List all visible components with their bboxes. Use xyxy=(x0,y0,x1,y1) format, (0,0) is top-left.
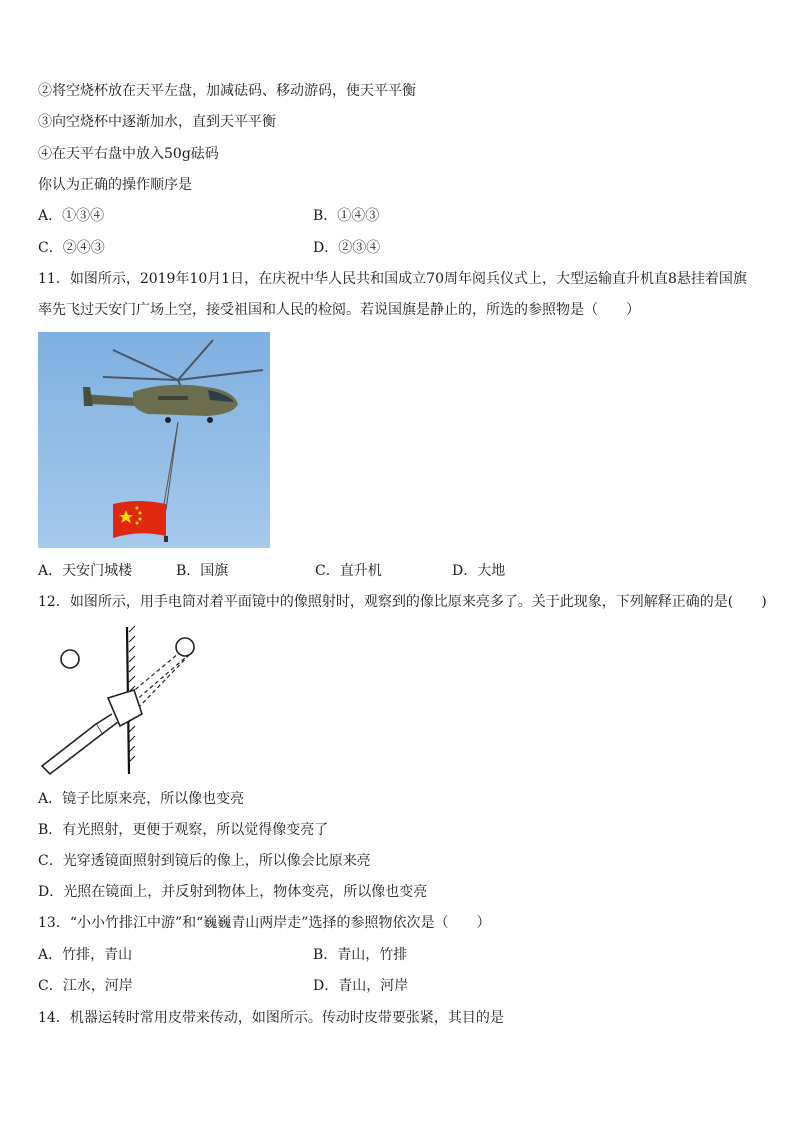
q10-option-d: D．②③④ xyxy=(313,240,381,256)
q10-option-a: A．①③④ xyxy=(38,208,105,224)
q10-option-c: C．②④③ xyxy=(38,240,105,256)
q11-option-a: A．天安门城楼 xyxy=(38,563,133,579)
q13-option-a: A．竹排，青山 xyxy=(38,947,133,963)
q12-option-a: A．镜子比原来亮，所以像也变亮 xyxy=(38,791,245,807)
q12-option-d: D．光照在镜面上，并反射到物体上，物体变亮，所以像也变亮 xyxy=(38,884,428,900)
step-3-text: ③向空烧杯中逐渐加水，直到天平平衡 xyxy=(38,114,276,130)
question-prompt: 你认为正确的操作顺序是 xyxy=(38,177,192,193)
q13-stem: 13．“小小竹排江中游”和“巍巍青山两岸走”选择的参照物依次是（ ） xyxy=(38,915,491,931)
q13-option-c: C．江水，河岸 xyxy=(38,978,133,994)
q11-option-d: D．大地 xyxy=(452,563,506,579)
q11-stem-line1: 11．如图所示，2019年10月1日，在庆祝中华人民共和国成立70周年阅兵仪式上，大型运输直升机直8悬挂着国旗 xyxy=(38,271,747,287)
q11-stem-line2: 率先飞过天安门广场上空，接受祖国和人民的检阅。若说国旗是静止的，所选的参照物是（ ） xyxy=(38,302,640,318)
step-2-text: ②将空烧杯放在天平左盘，加减砝码、移动游码，使天平平衡 xyxy=(38,83,416,99)
q14-stem: 14．机器运转时常用皮带来传动，如图所示。传动时皮带要张紧，其目的是 xyxy=(38,1010,504,1026)
q13-option-b: B．青山，竹排 xyxy=(313,947,408,963)
q12-option-b: B．有光照射，更便于观察，所以觉得像变亮了 xyxy=(38,822,329,838)
q11-option-b: B．国旗 xyxy=(176,563,229,579)
step-4-text: ④在天平右盘中放入50g砝码 xyxy=(38,146,219,162)
q12-option-c: C．光穿透镜面照射到镜后的像上，所以像会比原来亮 xyxy=(38,853,371,869)
helicopter-flag-photo xyxy=(38,332,270,548)
flashlight-mirror-diagram xyxy=(38,622,238,778)
q10-option-b: B．①④③ xyxy=(313,208,380,224)
q11-option-c: C．直升机 xyxy=(315,563,382,579)
q12-stem: 12．如图所示，用手电筒对着平面镜中的像照射时，观察到的像比原来亮多了。关于此现象，下列解释正确的是( ) xyxy=(38,594,767,610)
q13-option-d: D．青山，河岸 xyxy=(313,978,409,994)
